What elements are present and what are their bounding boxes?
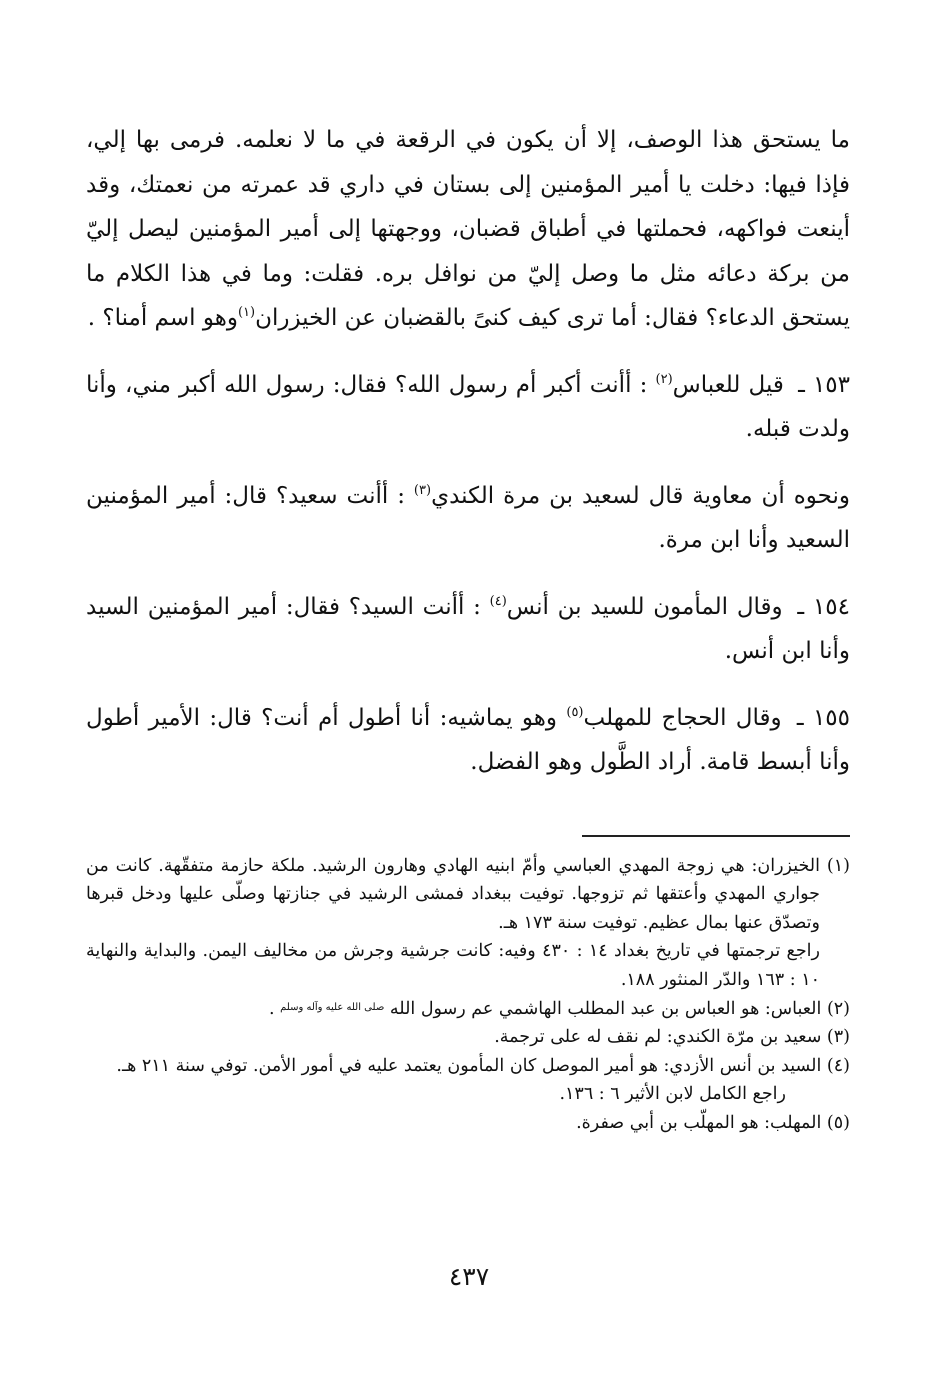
honorific-sign: صلى الله عليه وآله وسلم bbox=[280, 1002, 385, 1014]
entry-number-153: ١٥٣ ـ bbox=[798, 371, 851, 398]
footnote-4: (٤) السيد بن أنس الأزدي: هو أمير الموصل كان المأمون يعتمد عليه في أمور الأمن. توفي سنة ٢١١ هـ. bbox=[116, 1055, 850, 1076]
footnote-2-text: (٢) العباس: هو العباس بن عبد المطلب الهاشمي عم رسول الله bbox=[389, 999, 850, 1020]
entry-155-text-a: وقال الحجاج للمهلب bbox=[583, 704, 782, 731]
page-number: ٤٣٧ bbox=[448, 1262, 490, 1291]
entry-154-text-a: وقال المأمون للسيد بن أنس bbox=[506, 593, 783, 620]
entry-number-155: ١٥٥ ـ bbox=[796, 704, 851, 731]
footnote-5: (٥) المهلب: هو المهلّب بن أبي صفرة. bbox=[576, 1112, 850, 1133]
footnote-2 bbox=[86, 994, 850, 1023]
paragraph-2-tail: وهو اسم أمنا؟ . bbox=[87, 305, 238, 331]
paragraph-3 bbox=[86, 474, 850, 563]
footnote-ref-1[interactable]: (١) bbox=[237, 305, 256, 320]
footnote-4-reference: راجع الكامل لابن الأثير ٦ : ١٣٦. bbox=[559, 1084, 786, 1105]
paragraph-1-text: ما يستحق هذا الوصف، إلا أن يكون في الرقعة في ما لا نعلمه. فرمى بها إلي، فإذا فيها: دخلت يا أمير المؤمنين إلى بستان في داري قد عمرته من نعمتك، وقد أينعت فواكهه، فحملتها في أطباق قضبان، ووجهتها إلى أمير المؤمنين ليصل إليّ من بركة دعائه مثل ما وصل إليّ من نوافل بره. bbox=[86, 127, 851, 287]
entry-153-text-b: : أأنت أكبر أم رسول الله؟ فقال: رسول الله أكبر مني، وأنا ولدت قبله. bbox=[86, 371, 850, 442]
paragraph-2-text: فقلت: وما في هذا الكلام ما يستحق الدعاء؟ فقال: أما ترى كيف كنىً بالقضبان عن الخيزران bbox=[86, 260, 850, 331]
footnote-ref-3[interactable]: (٣) bbox=[413, 482, 432, 498]
entry-154 bbox=[86, 585, 850, 674]
main-text-block bbox=[86, 118, 850, 785]
paragraph-3-text-a: ونحوه أن معاوية قال لسعيد بن مرة الكندي bbox=[431, 482, 850, 509]
footnotes-block bbox=[86, 852, 850, 1137]
entry-154-text-b: : أأنت السيد؟ فقال: أمير المؤمنين السيد وأنا ابن أنس. bbox=[86, 593, 850, 664]
entry-155 bbox=[86, 696, 850, 785]
footnote-1: (١) الخيزران: هي زوجة المهدي العباسي وأمّ ابنيه الهادي وهارون الرشيد. ملكة حازمة متفقّهة. كانت من جواري المهدي وأعتقها ثم تزوجها. توفيت ببغداد فمشى الرشيد في جنازتها وصلّى عليها ودخل قبرها وتصدّق عنها بمال عظيم. توفيت سنة ١٧٣ هـ. bbox=[86, 856, 850, 933]
paragraph-1 bbox=[86, 118, 850, 341]
paragraph-3-text-b: : أأنت سعيد؟ قال: أمير المؤمنين السعيد وأنا ابن مرة. bbox=[86, 482, 850, 553]
entry-153 bbox=[86, 363, 850, 452]
footnote-ref-2[interactable]: (٢) bbox=[655, 371, 673, 387]
footnote-3: (٣) سعيد بن مرّة الكندي: لم نقف له على ترجمة. bbox=[494, 1027, 850, 1048]
entry-155-text-b: وهو يماشيه: أنا أطول أم أنت؟ قال: الأمير أطول وأنا أبسط قامة. أراد الطَّول وهو الفضل. bbox=[86, 704, 850, 775]
footnote-ref-4[interactable]: (٤) bbox=[489, 593, 507, 609]
footnote-ref-5[interactable]: (٥) bbox=[566, 704, 584, 720]
footnote-2-end: . bbox=[268, 999, 275, 1020]
footnote-divider bbox=[582, 835, 850, 837]
entry-153-text-a: قيل للعباس bbox=[672, 371, 784, 398]
footnote-1-reference: راجع ترجمتها في تاريخ بغداد ١٤ : ٤٣٠ وفيه: كانت جرشية وجرش من مخاليف اليمن. والبداية والنهاية ١٠ : ١٦٣ والدّر المنثور ١٨٨. bbox=[86, 941, 820, 990]
entry-number-154: ١٥٤ ـ bbox=[797, 593, 850, 620]
